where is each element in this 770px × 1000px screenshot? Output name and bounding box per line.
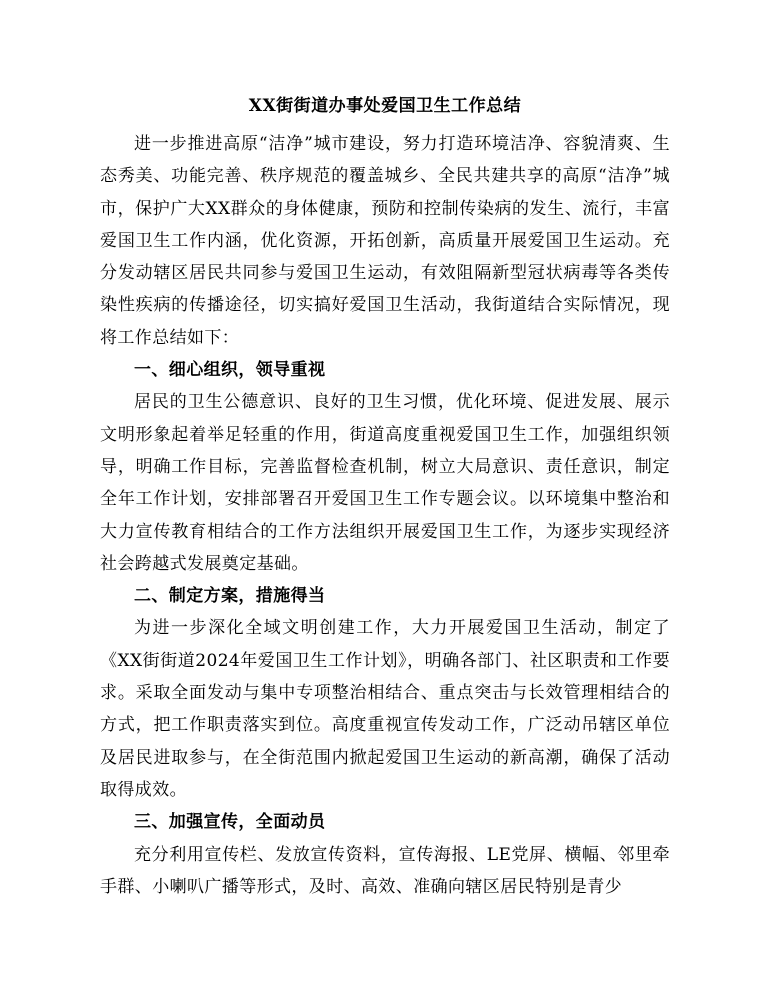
intro-paragraph: 进一步推进高原“洁净”城市建设，努力打造环境洁净、容貌清爽、生态秀美、功能完善、秩序规范的覆盖城乡、全民共建共享的高原“洁净”城市，保护广大XX群众的身体健康，预防和控制传染病的发生、流行，丰富爱国卫生工作内涵，优化资源，开拓创新，高质量开展爱国卫生运动。充分发动辖区居民共同参与爱国卫生运动，有效阻隔新型冠状病毒等各类传染性疾病的传播途径，切实搞好爱国卫生活动，我街道结合实际情况，现将工作总结如下： <box>100 134 670 348</box>
document-title: XX街街道办事处爱国卫生工作总结 <box>248 96 522 116</box>
section-heading-1: 一、细心组织，领导重视 <box>134 360 326 381</box>
section-heading-2: 二、制定方案，措施得当 <box>134 586 326 607</box>
section-body-2: 为进一步深化全域文明创建工作，大力开展爱国卫生活动，制定了《XX街街道2024年爱国卫生工作计划》，明确各部门、社区职责和工作要求。采取全面发动与集中专项整治相结合、重点突击与长效管理相结合的方式，把工作职责落实到位。高度重视宣传发动工作，广泛动吊辖区单位及居民进取参与，在全街范围内掀起爱国卫生运动的新高潮，确保了活动取得成效。 <box>100 618 670 800</box>
section-body-1: 居民的卫生公德意识、良好的卫生习惯，优化环境、促进发展、展示文明形象起着举足轻重的作用，街道高度重视爱国卫生工作，加强组织领导，明确工作目标，完善监督检查机制，树立大局意识、责任意识，制定全年工作计划，安排部署召开爱国卫生工作专题会议。以环境集中整治和大力宣传教育相结合的工作方法组织开展爱国卫生工作，为逐步实现经济社会跨越式发展奠定基础。 <box>100 392 670 574</box>
section-heading-3: 三、加强宣传，全面动员 <box>134 812 326 833</box>
section-body-3: 充分利用宣传栏、发放宣传资料，宣传海报、LE党屏、横幅、邻里牵手群、小喇叭广播等形式，及时、高效、准确向辖区居民特别是青少 <box>100 844 670 897</box>
document-page <box>100 96 670 903</box>
